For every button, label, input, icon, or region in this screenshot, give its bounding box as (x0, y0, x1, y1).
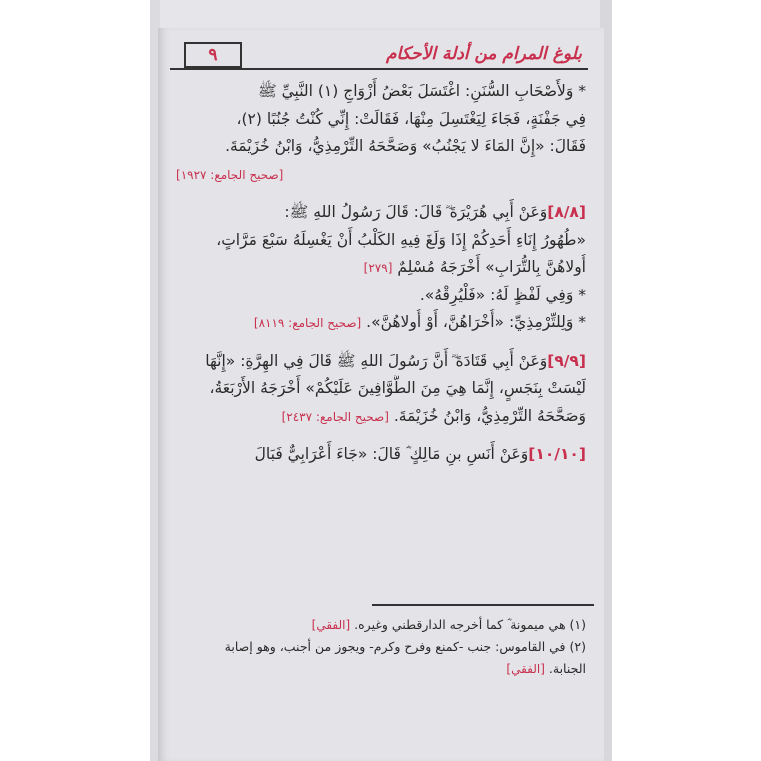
text-line: * وَلأَصْحَابِ السُّنَنِ: اغْتَسَلَ بَعْضُ أَزْوَاجِ (١) النَّبِيِّ ﷺ (257, 82, 586, 100)
footnotes (176, 614, 586, 680)
page-number: ٩ (184, 42, 242, 68)
text-line-with-ref (176, 254, 586, 282)
header-rule (170, 68, 588, 70)
citation: [صحيح الجامع: ٨١١٩] (253, 316, 362, 330)
citation: [صحيح الجامع: ١٩٢٧] (176, 167, 284, 182)
text-line-with-ref (176, 309, 586, 337)
hadith-number: [٨/٨] (547, 203, 586, 221)
text-line: * وَفِي لَفْظٍ لَهُ: «فَلْيُرِقْهُ». (419, 285, 586, 304)
page-header (170, 40, 588, 72)
footnote-source: [الفقي] (311, 618, 351, 632)
footnote-text: (١) هي ميمونة ؓ كما أخرجه الدارقطني وغيره. (354, 617, 586, 632)
hadith-number: [١٠/١٠] (528, 445, 586, 463)
hadith-8-line (176, 199, 586, 227)
text-line: وَعَنْ أَنَسِ بنِ مَالِكٍ ؓ قَالَ: «جَاءَ أَعْرَابِيٌّ فَبَالَ (254, 445, 529, 463)
text-line: فِي جَفْنَةٍ، فَجَاءَ لِيَغْتَسِلَ مِنْهَا، فَقَالَتْ: إِنِّي كُنْتُ جُنُبًا (٢)، (236, 109, 586, 128)
text-line: وَعَنْ أَبِي قَتَادَةَ ؓ أَنَّ رَسُولَ اللهِ ﷺ قَالَ فِي الهِرَّةِ: «إِنَّهَا (205, 351, 548, 370)
footnote-1 (176, 614, 586, 636)
footnote-2: (٢) في القاموس: جنب -كمنع وفرح وكرم- ويجوز من أجنب، وهو إصابة (224, 639, 586, 654)
hadith-number: [٩/٩] (547, 351, 586, 370)
footnote-text: الجنابة. (548, 661, 586, 676)
text-line: فَقَالَ: «إِنَّ المَاءَ لا يَجْنُبُ» وَصَحَّحَهُ التِّرْمِذِيُّ، وَابْنُ خُزَيْمَةَ. (225, 137, 586, 155)
text-line: لَيْسَتْ بِنَجَسٍ، إِنَّمَا هِيَ مِنَ الطَّوَّافِينَ عَلَيْكُمْ» أَخْرَجَهُ الأَرْبَعَةُ، (209, 379, 586, 397)
hadith-9-line (176, 348, 586, 376)
footnote-2-cont (176, 658, 586, 680)
hadith-10-line (176, 441, 586, 469)
footnote-rule (372, 604, 594, 606)
text-line-with-ref (176, 403, 586, 431)
citation: [٢٧٩] (363, 261, 393, 275)
text-line: وَعَنْ أَبِي هُرَيْرَةَ ؓ قَالَ: قَالَ رَسُولُ اللهِ ﷺ: (284, 203, 548, 221)
text-line: «طُهُورُ إِنَاءِ أَحَدِكُمْ إِذَا وَلَغَ فِيهِ الكَلْبُ أَنْ يَغْسِلَهُ سَبْعَ مَرَّاتٍ، (216, 230, 586, 249)
running-title: بلوغ المرام من أدلة الأحكام (386, 44, 582, 64)
footnote-source: [الفقي] (506, 662, 545, 676)
text-line: * وَلِلتِّرْمِذِيِّ: «أُخْرَاهُنَّ، أَوْ أُولاهُنَّ». (366, 313, 586, 331)
text-line: أُولاهُنَّ بِالتُّرَابِ» أَخْرَجَهُ مُسْلِمٌ (397, 258, 586, 276)
text-line: وَصَحَّحَهُ التِّرْمِذِيُّ، وَابْنُ خُزَيْمَةَ. (393, 406, 586, 425)
citation-line (176, 161, 586, 189)
citation: [صحيح الجامع: ٢٤٣٧] (281, 409, 389, 424)
page-body (176, 78, 586, 469)
